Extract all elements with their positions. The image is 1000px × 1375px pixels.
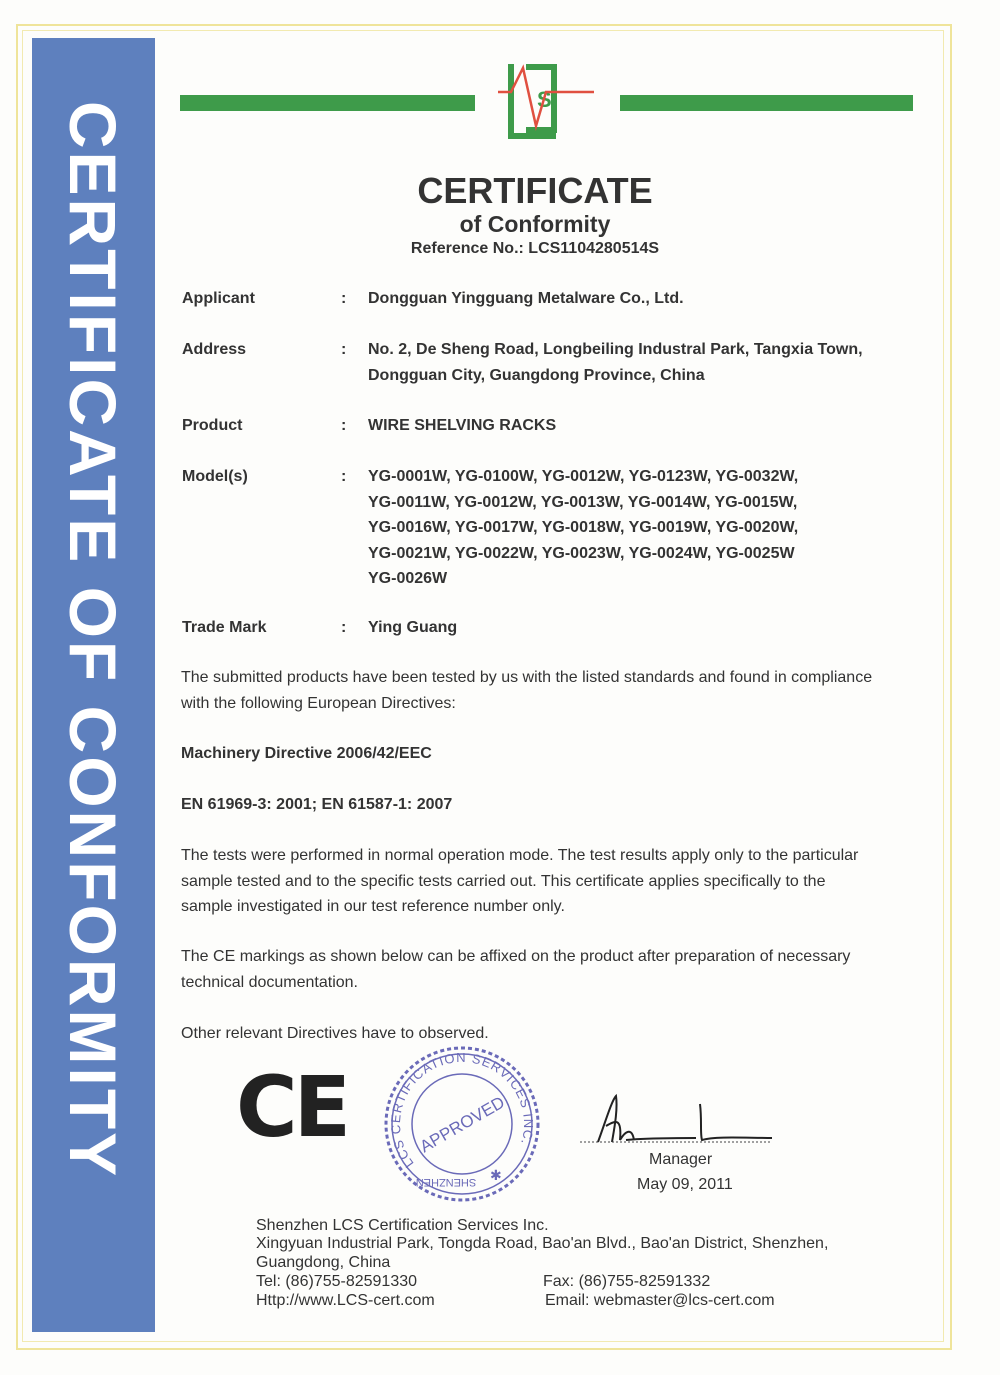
product-line: WIRE SHELVING RACKS <box>368 417 557 434</box>
colon: : <box>341 468 347 485</box>
product-label: Product <box>182 417 243 434</box>
star-icon: ✱ <box>490 1167 502 1183</box>
colon: : <box>341 619 347 636</box>
text-line: technical documentation. <box>181 973 358 991</box>
sidebar-title: CERTIFICATE OF CONFORMITY <box>56 100 130 1180</box>
text-line: The submitted products have been tested by us with the listed standards and found in compliance <box>181 669 873 686</box>
footer-company: Shenzhen LCS Certification Services Inc. <box>256 1217 549 1234</box>
footer-address-2: Guangdong, China <box>256 1254 391 1271</box>
applicant-line: Dongguan Yingguang Metalware Co., Ltd. <box>368 290 684 307</box>
product-value <box>368 413 556 439</box>
signer-title: Manager <box>649 1151 713 1168</box>
ce-paragraph <box>181 944 901 995</box>
trademark-value <box>368 615 457 641</box>
lcs-logo <box>496 64 596 140</box>
model-line: YG-0001W, YG-0100W, YG-0012W, YG-0123W, YG-0032W, <box>368 468 799 485</box>
model-line: YG-0026W <box>368 570 448 587</box>
tests-paragraph <box>181 843 901 920</box>
compliance-paragraph <box>181 665 901 716</box>
stamp-ring-text: LCS CERTIFICATION SERVICES INC. <box>387 1049 537 1171</box>
models-label: Model(s) <box>182 468 248 485</box>
directive: Machinery Directive 2006/42/EEC <box>181 745 432 762</box>
text-line: The tests were performed in normal operation mode. The test results apply only to the particular <box>181 847 859 864</box>
other-directives: Other relevant Directives have to observed. <box>181 1025 489 1042</box>
stamp-center-text: APPROVED <box>416 1092 508 1157</box>
svg-text:S: S <box>537 87 552 112</box>
model-line: YG-0021W, YG-0022W, YG-0023W, YG-0024W, YG-0025W <box>368 544 795 562</box>
applicant-value <box>368 286 684 312</box>
reference-number: Reference No.: LCS1104280514S <box>410 240 660 257</box>
address-line: No. 2, De Sheng Road, Longbeiling Industral Park, Tangxia Town, <box>368 341 863 358</box>
text-line: The CE markings as shown below can be affixed on the product after preparation of necessary <box>181 948 851 965</box>
text-line: sample tested and to the specific tests carried out. This certificate applies specifically to the <box>181 872 826 890</box>
certificate-title: CERTIFICATE <box>417 170 653 211</box>
ce-mark: CE <box>236 1058 348 1156</box>
certificate-subtitle: of Conformity <box>459 211 611 237</box>
text-line: with the following European Directives: <box>181 694 456 712</box>
trademark-label: Trade Mark <box>182 619 267 636</box>
colon: : <box>341 290 347 307</box>
footer-email[interactable]: Email: webmaster@lcs-cert.com <box>545 1292 775 1309</box>
signature-date: May 09, 2011 <box>637 1176 733 1193</box>
stamp-bottom-text: SHENZHEN <box>415 1176 477 1188</box>
address-line: Dongguan City, Guangdong Province, China <box>368 366 705 384</box>
header-bar-right <box>620 95 913 111</box>
address-label: Address <box>182 341 247 358</box>
model-line: YG-0016W, YG-0017W, YG-0018W, YG-0019W, YG-0020W, <box>368 519 799 536</box>
trademark-line: Ying Guang <box>368 619 458 636</box>
footer-fax: Fax: (86)755-82591332 <box>543 1273 711 1290</box>
footer-tel: Tel: (86)755-82591330 <box>256 1273 418 1290</box>
colon: : <box>341 341 347 358</box>
models-value <box>368 464 798 592</box>
footer-website[interactable]: Http://www.LCS-cert.com <box>256 1292 435 1309</box>
footer-address-1: Xingyuan Industrial Park, Tongda Road, Bao'an Blvd., Bao'an District, Shenzhen, <box>256 1235 829 1252</box>
standards: EN 61969-3: 2001; EN 61587-1: 2007 <box>181 796 453 813</box>
header-bar-left <box>180 95 475 111</box>
signature <box>576 1090 776 1150</box>
model-line: YG-0011W, YG-0012W, YG-0013W, YG-0014W, YG-0015W, <box>368 493 798 511</box>
colon: : <box>341 417 347 434</box>
applicant-label: Applicant <box>182 290 255 307</box>
address-value <box>368 337 863 388</box>
text-line: sample investigated in our test reference number only. <box>181 898 565 915</box>
approved-stamp <box>378 1046 546 1202</box>
